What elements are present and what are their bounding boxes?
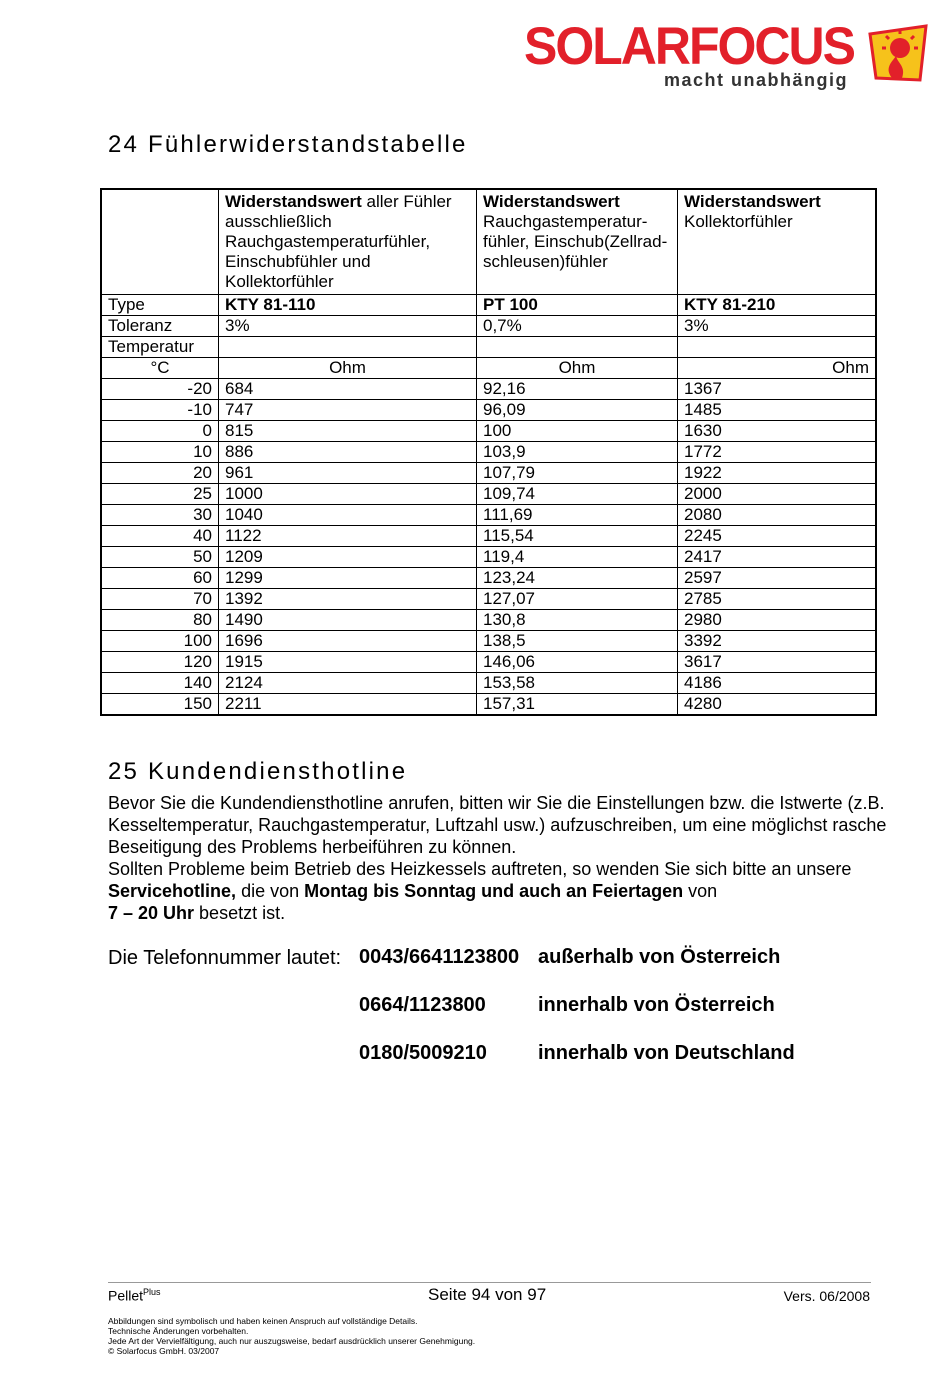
type-cell: KTY 81-210 xyxy=(678,295,877,316)
ohm-value-cell: 1392 xyxy=(219,589,477,610)
header-col-3: Widerstandswert Kollektorfühler xyxy=(678,189,877,295)
table-row xyxy=(101,610,876,631)
ohm-value-cell: 115,54 xyxy=(477,526,678,547)
ohm-value-cell: 1772 xyxy=(678,442,877,463)
temperature-cell: 150 xyxy=(101,694,219,716)
phone-number: 0664/1123800 xyxy=(359,994,486,1016)
ohm-value-cell: 138,5 xyxy=(477,631,678,652)
ohm-value-cell: 1696 xyxy=(219,631,477,652)
ohm-value-cell: 127,07 xyxy=(477,589,678,610)
footer-version: Vers. 06/2008 xyxy=(783,1288,870,1304)
phone-number: 0043/6641123800 xyxy=(359,946,520,968)
table-row xyxy=(101,673,876,694)
temperature-cell: 30 xyxy=(101,505,219,526)
ohm-value-cell: 3617 xyxy=(678,652,877,673)
table-row xyxy=(101,484,876,505)
table-row xyxy=(101,694,876,716)
footer-fineprint: Abbildungen sind symbolisch und haben keinen Anspruch auf vollständige Details. Technische Änderungen vorbehalten. Jede Art der Vervielfältigung, auch nur auszugsweise, bedarf ausdrücklich unserer Genehmigung. © Solarfocus GmbH. 03/2007 xyxy=(108,1316,476,1356)
ohm-value-cell: 96,09 xyxy=(477,400,678,421)
footer-divider xyxy=(108,1282,871,1283)
section-25-title: 25 Kundendiensthotline xyxy=(108,758,408,785)
logo-wordmark: SOLARFOCUS xyxy=(524,16,854,76)
ohm-value-cell: 103,9 xyxy=(477,442,678,463)
ohm-value-cell: 1209 xyxy=(219,547,477,568)
ohm-value-cell: 2417 xyxy=(678,547,877,568)
sun-flame-icon xyxy=(862,20,934,86)
ohm-value-cell: 107,79 xyxy=(477,463,678,484)
ohm-value-cell: 153,58 xyxy=(477,673,678,694)
table-row xyxy=(101,505,876,526)
ohm-unit: Ohm xyxy=(678,358,877,379)
empty-cell xyxy=(678,337,877,358)
tolerance-cell: 0,7% xyxy=(477,316,678,337)
ohm-value-cell: 1122 xyxy=(219,526,477,547)
ohm-value-cell: 2245 xyxy=(678,526,877,547)
table-row xyxy=(101,463,876,484)
temperature-cell: 60 xyxy=(101,568,219,589)
type-cell: KTY 81-110 xyxy=(219,295,477,316)
section-24-title: 24 Fühlerwiderstandstabelle xyxy=(108,131,468,158)
ohm-value-cell: 1915 xyxy=(219,652,477,673)
tolerance-cell: 3% xyxy=(219,316,477,337)
tolerance-cell: 3% xyxy=(678,316,877,337)
table-row xyxy=(101,442,876,463)
ohm-value-cell: 4186 xyxy=(678,673,877,694)
ohm-value-cell: 1299 xyxy=(219,568,477,589)
header-empty-cell xyxy=(101,189,219,295)
ohm-value-cell: 886 xyxy=(219,442,477,463)
header-col-2: Widerstandswert Rauchgastemperatur-fühler, Einschub(Zellrad-schleusen)fühler xyxy=(477,189,678,295)
table-row xyxy=(101,526,876,547)
phone-location: außerhalb von Österreich xyxy=(538,946,781,968)
temperature-cell: 25 xyxy=(101,484,219,505)
ohm-value-cell: 92,16 xyxy=(477,379,678,400)
unit-row xyxy=(101,358,876,379)
temperature-cell: 0 xyxy=(101,421,219,442)
table-row xyxy=(101,568,876,589)
tolerance-label: Toleranz xyxy=(101,316,219,337)
phone-location: innerhalb von Deutschland xyxy=(538,1042,795,1064)
footer-page-number: Seite 94 von 97 xyxy=(428,1285,547,1304)
ohm-value-cell: 961 xyxy=(219,463,477,484)
table-row xyxy=(101,421,876,442)
ohm-value-cell: 1630 xyxy=(678,421,877,442)
type-row xyxy=(101,295,876,316)
temperature-cell: -20 xyxy=(101,379,219,400)
celsius-unit: °C xyxy=(101,358,219,379)
temperature-cell: 80 xyxy=(101,610,219,631)
ohm-value-cell: 157,31 xyxy=(477,694,678,716)
hotline-hours-paragraph: Sollten Probleme beim Betrieb des Heizkessels auftreten, so wenden Sie sich bitte an unsere Servicehotline, die von Montag bis Sonntag und auch an Feiertagen von 7 – 20 Uhr besetzt ist. xyxy=(108,859,852,923)
ohm-value-cell: 1922 xyxy=(678,463,877,484)
tolerance-row xyxy=(101,316,876,337)
servicehotline-text: Servicehotline, xyxy=(108,881,237,901)
type-label: Type xyxy=(101,295,219,316)
table-row xyxy=(101,631,876,652)
ohm-value-cell: 2211 xyxy=(219,694,477,716)
ohm-value-cell: 1000 xyxy=(219,484,477,505)
ohm-value-cell: 109,74 xyxy=(477,484,678,505)
sensor-resistance-table xyxy=(100,188,877,716)
footer-product: Pellet$^{Plus}$ xyxy=(108,1287,161,1304)
header-col-1: Widerstandswert aller Fühler ausschließlich Rauchgastemperaturfühler, Einschubfühler und Kollektorfühler xyxy=(219,189,477,295)
ohm-value-cell: 1367 xyxy=(678,379,877,400)
table-row xyxy=(101,652,876,673)
ohm-value-cell: 100 xyxy=(477,421,678,442)
ohm-value-cell: 119,4 xyxy=(477,547,678,568)
ohm-value-cell: 1490 xyxy=(219,610,477,631)
temperature-cell: 10 xyxy=(101,442,219,463)
temperature-cell: 20 xyxy=(101,463,219,484)
hours-text: 7 – 20 Uhr xyxy=(108,903,195,923)
ohm-value-cell: 2124 xyxy=(219,673,477,694)
type-cell: PT 100 xyxy=(477,295,678,316)
ohm-value-cell: 130,8 xyxy=(477,610,678,631)
ohm-value-cell: 2785 xyxy=(678,589,877,610)
ohm-value-cell: 2597 xyxy=(678,568,877,589)
table-body xyxy=(101,379,876,716)
days-text: Montag bis Sonntag und auch an Feiertagen xyxy=(304,881,684,901)
table-row xyxy=(101,379,876,400)
ohm-value-cell: 684 xyxy=(219,379,477,400)
empty-cell xyxy=(477,337,678,358)
temperature-cell: 40 xyxy=(101,526,219,547)
temperature-cell: 50 xyxy=(101,547,219,568)
ohm-value-cell: 1485 xyxy=(678,400,877,421)
logo-tagline: macht unabhängig xyxy=(663,70,848,90)
table-row xyxy=(101,400,876,421)
ohm-value-cell: 2980 xyxy=(678,610,877,631)
temperature-cell: 140 xyxy=(101,673,219,694)
temperature-label-row xyxy=(101,337,876,358)
ohm-value-cell: 123,24 xyxy=(477,568,678,589)
ohm-value-cell: 146,06 xyxy=(477,652,678,673)
table-row xyxy=(101,589,876,610)
ohm-unit: Ohm xyxy=(219,358,477,379)
ohm-unit: Ohm xyxy=(477,358,678,379)
temperature-cell: 70 xyxy=(101,589,219,610)
phone-location: innerhalb von Österreich xyxy=(538,994,775,1016)
ohm-value-cell: 2000 xyxy=(678,484,877,505)
table-header-row xyxy=(101,189,876,295)
empty-cell xyxy=(219,337,477,358)
table-row xyxy=(101,547,876,568)
phone-number: 0180/5009210 xyxy=(359,1042,487,1064)
solarfocus-logo xyxy=(520,18,940,98)
temperature-cell: 100 xyxy=(101,631,219,652)
temperature-cell: -10 xyxy=(101,400,219,421)
temperature-label: Temperatur xyxy=(101,337,219,358)
ohm-value-cell: 111,69 xyxy=(477,505,678,526)
hotline-intro-paragraph: Bevor Sie die Kundendiensthotline anrufen, bitten wir Sie die Einstellungen bzw. die Istwerte (z.B. Kesseltemperatur, Rauchgastemperatur, Luftzahl usw.) aufzuschreiben, um eine möglichst rasche Beseitigung des Problems herbeiführen zu können. xyxy=(108,793,887,857)
ohm-value-cell: 2080 xyxy=(678,505,877,526)
ohm-value-cell: 1040 xyxy=(219,505,477,526)
ohm-value-cell: 4280 xyxy=(678,694,877,716)
ohm-value-cell: 3392 xyxy=(678,631,877,652)
ohm-value-cell: 747 xyxy=(219,400,477,421)
ohm-value-cell: 815 xyxy=(219,421,477,442)
temperature-cell: 120 xyxy=(101,652,219,673)
phone-label: Die Telefonnummer lautet: xyxy=(108,947,342,969)
